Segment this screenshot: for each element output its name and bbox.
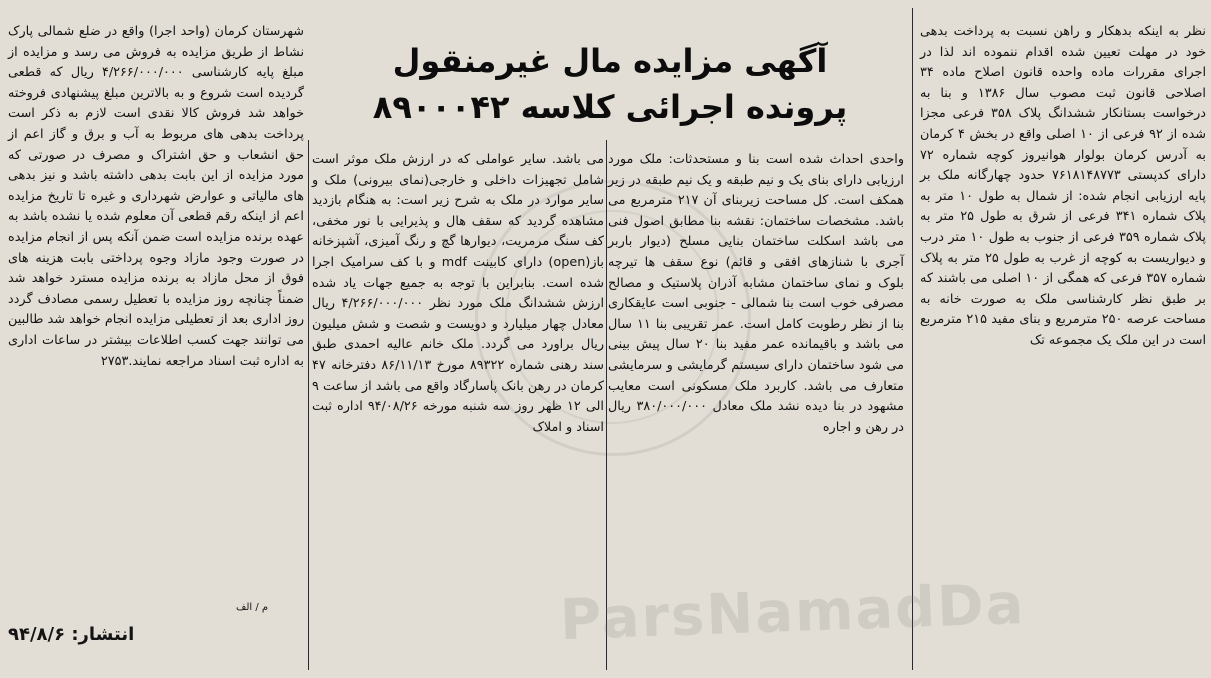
text-column-3: [312, 150, 604, 438]
watermark-text: ParsNamadDa: [559, 571, 1027, 654]
notice-title: آگهی مزایده مال غیرمنقول: [392, 42, 828, 80]
paragraph: می باشد. سایر عواملی که در ارزش ملک موثر است شامل تجهیزات داخلی و خارجی(نمای بیرونی) ملک و سایر موارد در ملک به شرح زیر است: به هنگام بازدید مشاهده گردید که سقف هال و پذیرایی با نور مخفی، کف سنگ مرمریت، دیوارها گچ و رنگ آمیزی، آشپزخانه باز(open) دارای کابینت mdf و با کف سرامیک اجرا شده است. بنابراین با توجه به جمیع جهات یاد شده ارزش ششدانگ ملک مورد نظر ۴/۲۶۶/۰۰۰/۰۰۰ ریال معادل چهار میلیارد و دویست و شصت و شش میلیون ریال براورد می گردد. ملک خانم عالیه احمدی طبق سند رهنی شماره ۸۹۳۲۲ مورخ ۸۶/۱۱/۱۳ دفترخانه ۴۷ کرمان در رهن بانک پاسارگاد واقع می باشد از ساعت ۹ الی ۱۲ ظهر روز سه شنبه مورخه ۹۴/۰۸/۲۶ اداره ثبت اسناد و املاک: [312, 152, 604, 435]
paragraph: نظر به اینکه بدهکار و راهن نسبت به پرداخت بدهی خود در مهلت تعیین شده اقدام ننموده اند لذا در اجرای مقررات ماده واحده قانون اصلاح ماده ۳۴ اصلاحی قانون ثبت مصوب سال ۱۳۸۶ و بنا به درخواست بستانکار ششدانگ پلاک ۳۵۸ فرعی مجزا شده از ۹۲ فرعی از ۱۰ اصلی واقع در بخش ۴ کرمان به آدرس کرمان بولوار هوانیروز کوچه شماره ۷۲ دارای کدپستی ۷۶۱۸۱۴۸۷۷۳ حدود چهارگانه ملک بر پایه ارزیابی انجام شده: از شمال به طول ۱۰ متر به پلاک شماره ۳۴۱ فرعی از شرق به طول ۲۵ متر به پلاک شماره ۳۵۹ فرعی از جنوب به طول ۱۰ متر درب و دیواریست به کوچه از غرب به طول ۲۵ متر به پلاک شماره ۳۵۷ فرعی که همگی از ۱۰ اصلی می باشند که بر طبق نظر کارشناسی ملک به صورت خانه به مساحت عرصه ۲۵۰ مترمربع و بنای مفید ۲۱۵ مترمربع است در این ملک یک مجموعه تک: [920, 24, 1207, 348]
paragraph: واحدی احداث شده است بنا و مستحدثات: ملک مورد ارزیابی دارای بنای یک و نیم طبقه و یک نیم طبقه در زیر همکف است. کل مساحت زیربنای آن ۲۱۷ مترمربع می باشد. مشخصات ساختمان: نقشه بنا مطابق اصول فنی می باشد اسکلت ساختمان بنایی مسلح (دیوار باربر آجری با شنازهای افقی و قائم) نوع سقف ها تیرچه بلوک و نمای ساختمان مشابه آذران پلاستیک و مصالح مصرفی خوب است بنا شمالی - جنوبی است عایقکاری بنا از نظر رطوبت کامل است. عمر تقریبی بنا ۱۱ سال می باشد و باقیمانده عمر مفید بنا ۲۰ سال پیش بینی می شود ساختمان دارای سیستم گرمایشی و سرمایشی متعارف می باشد. کاربرد ملک مسکونی است معایب مشهود در بنا دیده نشد ملک معادل ۳۸۰/۰۰۰/۰۰۰ ریال در رهن و اجاره: [608, 152, 904, 435]
paragraph: شهرستان کرمان (واحد اجرا) واقع در ضلع شمالی پارک نشاط از طریق مزایده به فروش می رسد و مزایده از مبلغ پایه کارشناسی ۴/۲۶۶/۰۰۰/۰۰۰ ریال که قطعی گردیده است شروع و به بالاترین مبلغ پیشنهادی فروخته خواهد شد فروش کالا نقدی است لازم به ذکر است پرداخت بدهی های مربوط به آب و برق و گاز اعم از حق انشعاب و حق اشتراک و مصرف در صورتی که مورد مزایده از این بابت بدهی داشته باشد و نیز بدهی های مالیاتی و عوارض شهرداری و غیره تا تاریخ مزایده اعم از اینکه رقم قطعی آن معلوم شده یا نشده باشد به عهده برنده مزایده است ضمن آنکه پس از انجام مزایده در صورت وجود مازاد وجوه پرداختی بابت هزینه های فوق از محل مازاد به برنده مزایده مسترد خواهد شد ضمناً چنانچه روز مزایده با تعطیل رسمی مصادف گردد روز اداری بعد از تعطیلی مزایده انجام خواهد شد طالبین می توانند جهت کسب اطلاعات بیشتر در ساعات اداری به اداره ثبت اسناد مراجعه نمایند.۲۷۵۳: [8, 24, 304, 369]
text-column-1: [920, 22, 1206, 352]
column-divider: [912, 8, 913, 670]
text-column-4: [8, 22, 304, 372]
reference-code: م / الف: [236, 602, 269, 613]
publish-date: انتشار: ۹۴/۸/۶: [8, 624, 135, 645]
column-divider: [308, 140, 309, 670]
text-column-2: [608, 150, 904, 438]
notice-case-number: پرونده اجرائی کلاسه ۸۹۰۰۰۴۲: [372, 88, 848, 126]
